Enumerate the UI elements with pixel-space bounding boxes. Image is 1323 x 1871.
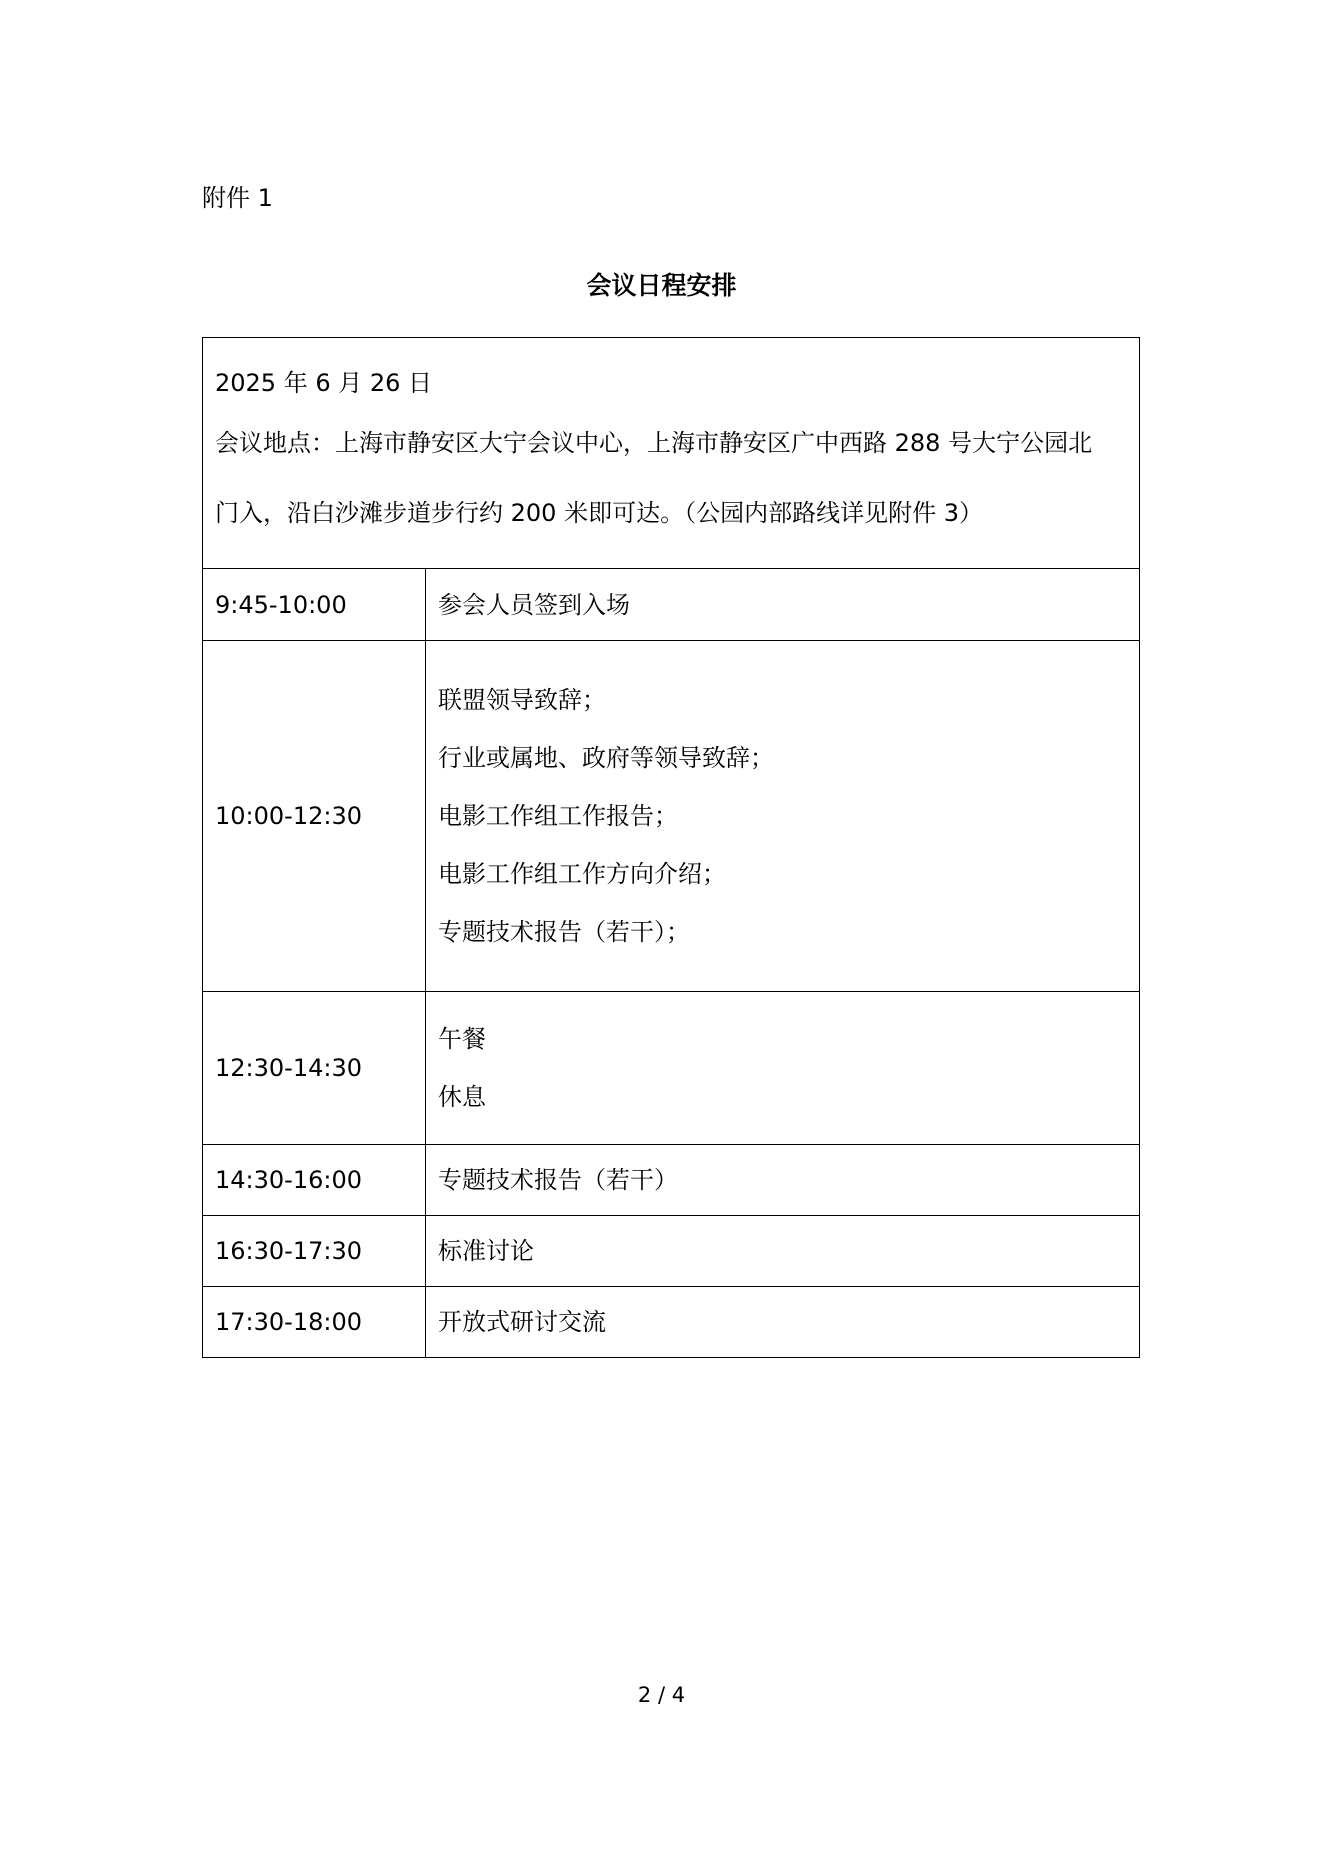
meeting-info-cell — [203, 338, 1140, 569]
table-header-row — [203, 338, 1140, 569]
activity-cell — [426, 992, 1140, 1145]
activity-item: 开放式研讨交流 — [438, 1308, 606, 1336]
table-row — [203, 641, 1140, 992]
activity-item: 午餐 — [438, 1025, 486, 1053]
activity-item: 参会人员签到入场 — [438, 590, 630, 619]
activity-cell — [426, 641, 1140, 992]
activity-item: 电影工作组工作方向介绍； — [438, 860, 726, 888]
table-row — [203, 1287, 1140, 1358]
table-row — [203, 569, 1140, 641]
table-row — [203, 1216, 1140, 1287]
activity-item: 专题技术报告（若干） — [438, 1166, 678, 1194]
activity-item: 联盟领导致辞； — [438, 686, 606, 714]
activity-item: 行业或属地、政府等领导致辞； — [438, 744, 774, 772]
attachment-label: 附件 1 — [202, 184, 273, 212]
time-cell: 16:30-17:30 — [203, 1216, 426, 1287]
time-cell: 9:45-10:00 — [203, 569, 426, 641]
meeting-date: 2025 年 6 月 26 日 — [215, 369, 433, 397]
table-row — [203, 992, 1140, 1145]
activity-item: 专题技术报告（若干）； — [438, 918, 690, 946]
document-title: 会议日程安排 — [586, 271, 737, 300]
activity-cell — [426, 569, 1140, 641]
activity-item: 休息 — [438, 1083, 486, 1111]
meeting-location-line2: 门入，沿白沙滩步道步行约 200 米即可达。（公园内部路线详见附件 3） — [215, 499, 983, 527]
time-cell: 12:30-14:30 — [203, 992, 426, 1145]
schedule-table — [202, 337, 1140, 1358]
table-row — [203, 1145, 1140, 1216]
activity-cell — [426, 1216, 1140, 1287]
time-cell: 10:00-12:30 — [203, 641, 426, 992]
activity-item: 标准讨论 — [438, 1237, 534, 1265]
activity-cell — [426, 1145, 1140, 1216]
page-number: 2 / 4 — [637, 1683, 686, 1707]
time-cell: 14:30-16:00 — [203, 1145, 426, 1216]
activity-item: 电影工作组工作报告； — [438, 802, 678, 830]
meeting-location-line1: 会议地点：上海市静安区大宁会议中心，上海市静安区广中西路 288 号大宁公园北 — [215, 429, 1093, 457]
activity-cell — [426, 1287, 1140, 1358]
time-cell: 17:30-18:00 — [203, 1287, 426, 1358]
